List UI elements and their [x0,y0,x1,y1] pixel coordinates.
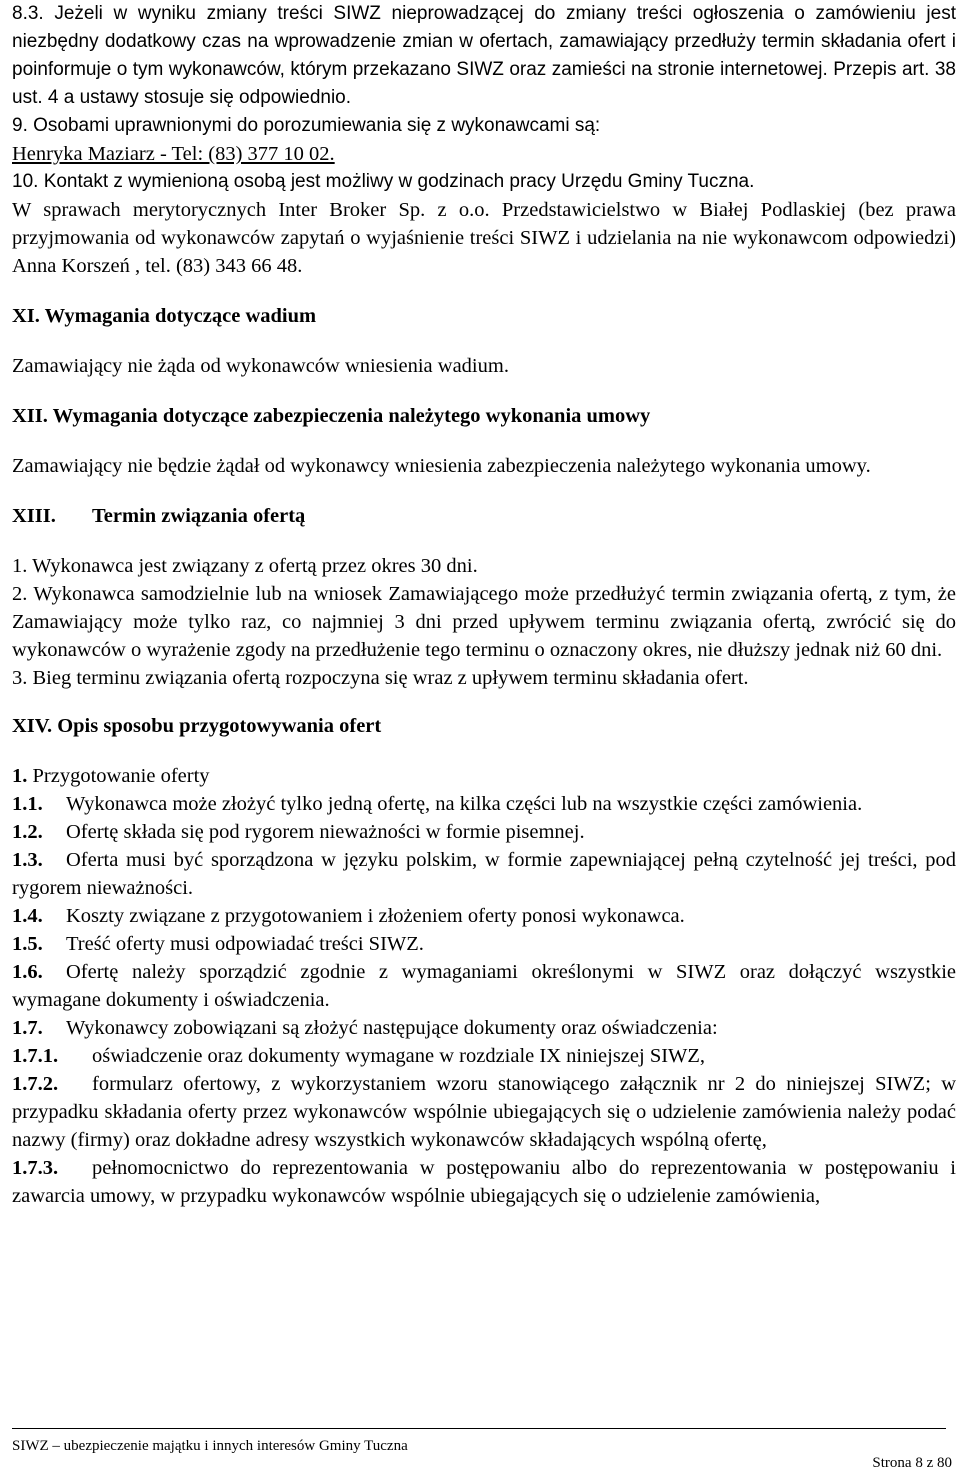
heading-XIV: XIV. Opis sposobu przygotowywania ofert [12,715,382,737]
document-page [12,0,956,1210]
item-number: 1.1. [12,793,43,815]
list-item [12,1014,956,1042]
paragraph-XIII-2: 2. Wykonawca samodzielnie lub na wniosek Zamawiającego może przedłużyć termin związania ofertą, z tym, że Zamawiający może tylko raz, co najmniej 3 dni przed upływem terminu związania ofertą, zwrócić się do wykonawców o wyrażenie zgody na przedłużenie tego terminu o oznaczony okres, nie dłuższy jednak niż 60 dni. [12,583,956,661]
item-number: 1.7. [12,1017,43,1039]
item-text: pełnomocnictwo do reprezentowania w postępowaniu albo do reprezentowania w postępowaniu i zawarcia umowy, w przypadku wykonawców wspólnie ubiegających się o udzielenie zamówienia, [12,1157,956,1207]
paragraph-XIV-1-number: 1. [12,765,28,787]
list-item [12,902,956,930]
page-number: Strona 8 z 80 [872,1455,952,1471]
paragraph-9: 9. Osobami uprawnionymi do porozumiewania się z wykonawcami są: [12,115,601,136]
paragraph-XI: Zamawiający nie żąda od wykonawców wniesienia wadium. [12,355,509,377]
item-text: Wykonawcy zobowiązani są złożyć następujące dokumenty oraz oświadczenia: [66,1017,718,1039]
item-text: formularz ofertowy, z wykorzystaniem wzoru stanowiącego załącznik nr 2 do niniejszej SIWZ; w przypadku składania oferty przez wykonawców wspólnie ubiegających się o udzielenie zamówienia należy podać nazwy (firmy) oraz dokładne adresy wszystkich wykonawców składających wspólną ofertę, [12,1073,956,1151]
list-item [12,930,956,958]
list-item [12,790,956,818]
item-text: Koszty związane z przygotowaniem i złożeniem oferty ponosi wykonawca. [66,905,685,927]
paragraph-broker [12,196,956,280]
item-number: 1.6. [12,961,43,983]
broker-details: Przedstawicielstwo w Białej Podlaskiej (bez prawa przyjmowania od wykonawców zapytań o wyjaśnienie treści SIWZ i udzielania na nie wykonawcom odpowiedzi) Anna Korszeń , tel. (83) 343 66 48. [12,199,956,277]
page-footer [12,1428,946,1455]
broker-intro: W sprawach merytorycznych Inter Broker Sp. z o.o. [12,199,490,221]
paragraph-XIV-1 [12,762,956,790]
list-item [12,1042,956,1070]
item-number: 1.7.3. [12,1157,59,1179]
paragraph-XII: Zamawiający nie będzie żądał od wykonawcy wniesienia zabezpieczenia należytego wykonania umowy. [12,455,871,477]
item-text: Ofertę składa się pod rygorem nieważności w formie pisemnej. [66,821,585,843]
paragraph-XIII-3: 3. Bieg terminu związania ofertą rozpoczyna się wraz z upływem terminu składania ofert. [12,667,749,689]
footer-text: SIWZ – ubezpieczenie majątku i innych interesów Gminy Tuczna [12,1438,408,1454]
item-text: Wykonawca może złożyć tylko jedną ofertę, na kilka części lub na wszystkie części zamówienia. [66,793,863,815]
paragraph-8-3: 8.3. Jeżeli w wyniku zmiany treści SIWZ nieprowadzącej do zmiany treści ogłoszenia o zamówieniu jest niezbędny dodatkowy czas na wprowadzenie zmian w ofertach, zamawiający przedłuży termin składania ofert i poinformuje o tym wykonawców, którym przekazano SIWZ oraz zamieści na stronie internetowej. Przepis art. 38 ust. 4 a ustawy stosuje się odpowiednio. [12,3,956,108]
item-list [12,790,956,1210]
contact-person: Henryka Maziarz - Tel: (83) 377 10 02. [12,143,335,165]
heading-XII: XII. Wymagania dotyczące zabezpieczenia należytego wykonania umowy [12,405,651,427]
item-number: 1.7.2. [12,1073,59,1095]
item-number: 1.4. [12,905,43,927]
item-number: 1.2. [12,821,43,843]
item-number: 1.7.1. [12,1045,59,1067]
item-text: oświadczenie oraz dokumenty wymagane w rozdziale IX niniejszej SIWZ, [92,1045,706,1067]
heading-XIII [12,502,956,530]
heading-XIII-number: XIII. [12,505,56,527]
item-text: Treść oferty musi odpowiadać treści SIWZ. [66,933,424,955]
paragraph-XIII-1: 1. Wykonawca jest związany z ofertą przez okres 30 dni. [12,555,478,577]
list-item [12,846,956,902]
item-number: 1.3. [12,849,43,871]
list-item [12,1070,956,1154]
list-item [12,818,956,846]
heading-XI: XI. Wymagania dotyczące wadium [12,305,317,327]
heading-XIII-title: Termin związania ofertą [92,505,306,527]
item-text: Oferta musi być sporządzona w języku polskim, w formie zapewniającej pełną czytelność jej treści, pod rygorem nieważności. [12,849,956,899]
item-number: 1.5. [12,933,43,955]
item-text: Ofertę należy sporządzić zgodnie z wymaganiami określonymi w SIWZ oraz dołączyć wszystkie wymagane dokumenty i oświadczenia. [12,961,956,1011]
list-item [12,1154,956,1210]
paragraph-XIV-1-text: Przygotowanie oferty [32,765,210,787]
paragraph-10: 10. Kontakt z wymienioną osobą jest możliwy w godzinach pracy Urzędu Gminy Tuczna. [12,171,755,192]
list-item [12,958,956,1014]
